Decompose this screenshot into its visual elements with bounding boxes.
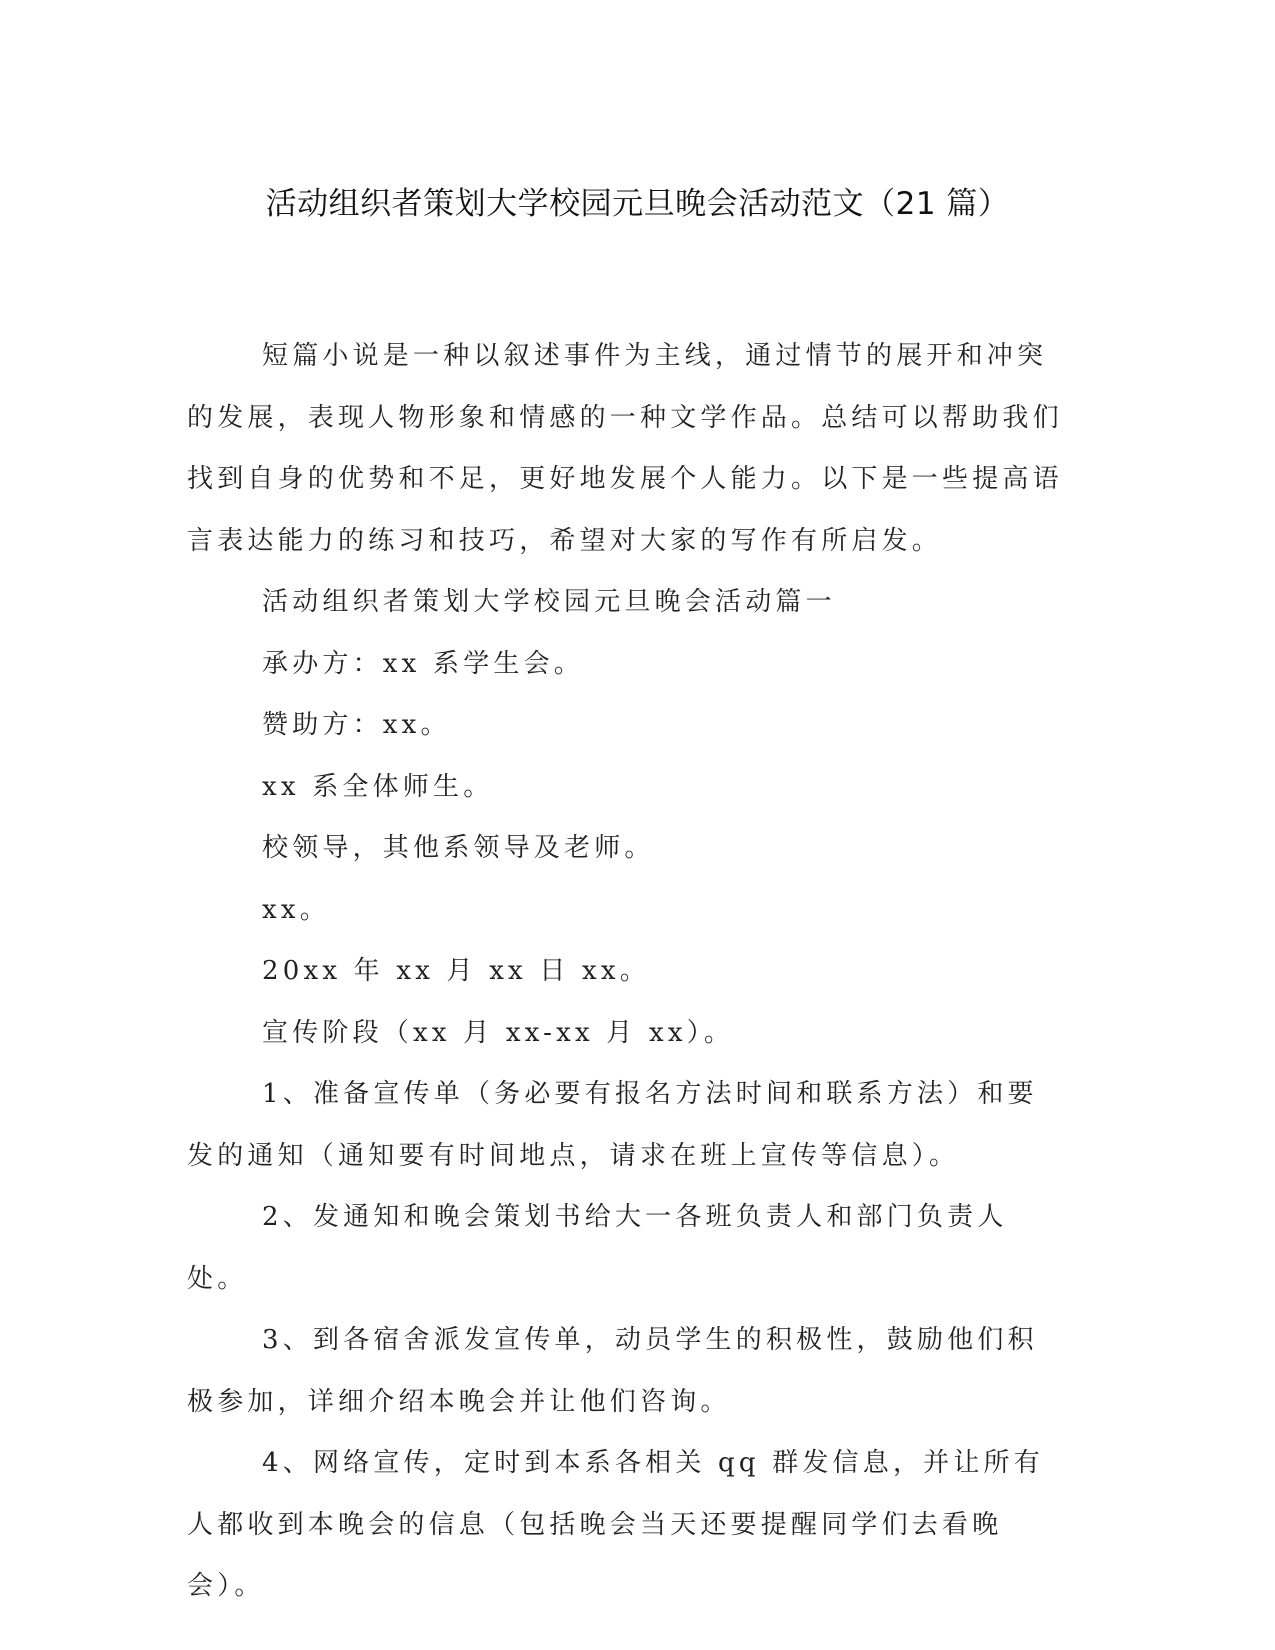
document-title: 活动组织者策划大学校园元旦晚会活动范文（21 篇） xyxy=(265,186,1010,222)
list-item: 4、网络宣传，定时到本系各相关 qq 群发信息，并让所有人都收到本晚会的信息（包括晚会当天还要提醒同学们去看晚会）。 xyxy=(187,1448,1044,1601)
section-heading: 活动组织者策划大学校园元旦晚会活动篇一 xyxy=(262,587,836,617)
promotion-stage-line: 宣传阶段（xx 月 xx-xx 月 xx）。 xyxy=(262,1017,735,1048)
guests-line: 校领导，其他系领导及老师。 xyxy=(262,833,655,863)
list-item: 3、到各宿舍派发宣传单，动员学生的积极性，鼓励他们积极参加，详细介绍本晚会并让他们咨询。 xyxy=(187,1325,1038,1417)
date-line: 20xx 年 xx 月 xx 日 xx。 xyxy=(262,956,650,986)
document-body xyxy=(187,326,1067,1618)
intro-paragraph: 短篇小说是一种以叙述事件为主线，通过情节的展开和冲突的发展，表现人物形象和情感的一种文学作品。总结可以帮助我们找到自身的优势和不足，更好地发展个人能力。以下是一些提高语言表达能力的练习和技巧，希望对大家的写作有所启发。 xyxy=(187,341,1063,556)
list-item: 1、准备宣传单（务必要有报名方法时间和联系方法）和要发的通知（通知要有时间地点，请求在班上宣传等信息）。 xyxy=(187,1079,1038,1171)
organizer-line: 承办方：xx 系学生会。 xyxy=(262,648,584,679)
sponsor-line: 赞助方：xx。 xyxy=(262,710,451,740)
venue-line: xx。 xyxy=(262,894,330,925)
list-item: 2、发通知和晚会策划书给大一各班负责人和部门负责人处。 xyxy=(187,1202,1008,1294)
participants-line: xx 系全体师生。 xyxy=(262,771,494,802)
